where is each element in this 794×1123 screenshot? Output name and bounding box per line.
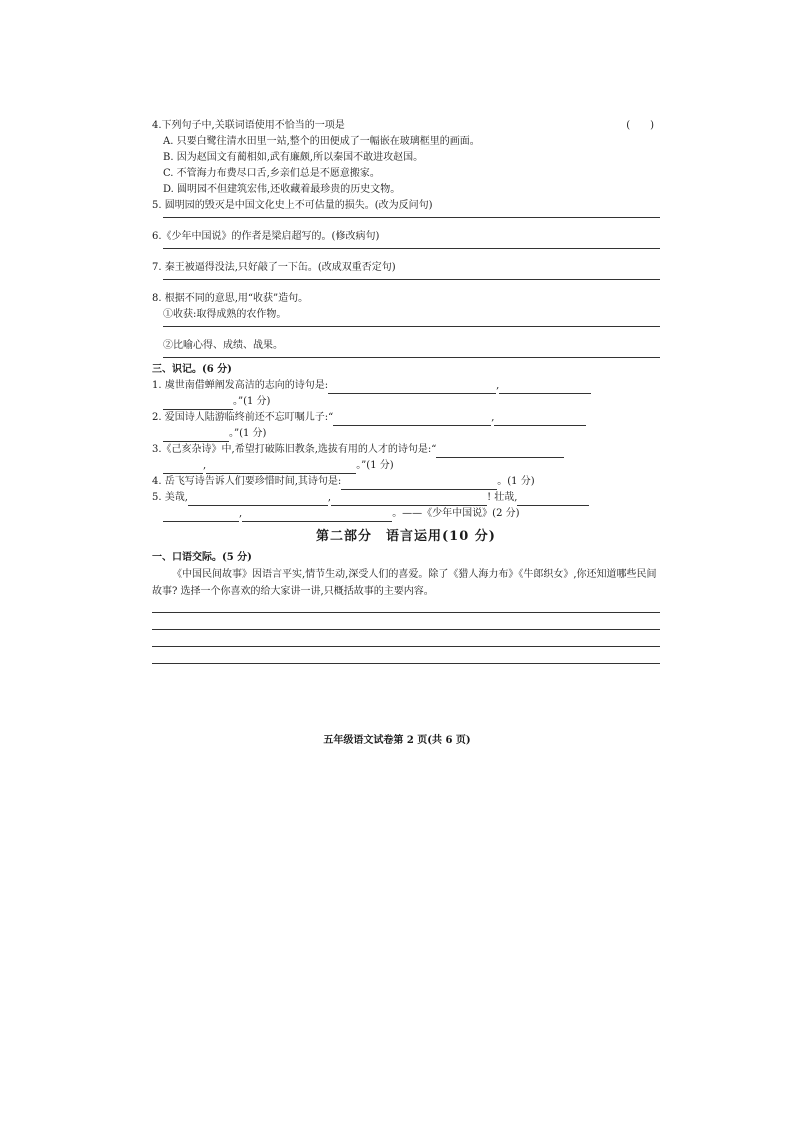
page-footer: 五年级语文试卷第 2 页(共 6 页) bbox=[323, 735, 471, 746]
s3-q3-blank-2[interactable] bbox=[163, 462, 203, 474]
q4-stem bbox=[152, 118, 660, 134]
s3-q1-end: 。”(1 分) bbox=[233, 396, 271, 407]
oral-prompt: 《中国民间故事》因语言平实,情节生动,深受人们的喜爱。除了《猎人海力布》《牛郎织女》,你还知道哪些民间故事? 选择一个你喜欢的给大家讲一讲,只概括故事的主要内容。 bbox=[152, 569, 657, 597]
s3-q5-line2: , 。——《少年中国说》(2 分) bbox=[152, 506, 660, 522]
q4-option-b: B. 因为赵国文有蔺相如,武有廉颇,所以秦国不敢进攻赵国。 bbox=[163, 152, 424, 163]
s3-q5-line1: 5. 美哉, , ! 壮哉, bbox=[152, 490, 660, 506]
s3-q2-text: 2. 爱国诗人陆游临终前还不忘叮嘱儿子:“ bbox=[152, 412, 334, 423]
q4-option-a: A. 只要白鹭往清水田里一站,整个的田便成了一幅嵌在玻璃框里的画面。 bbox=[163, 136, 480, 147]
q8-answer-line-2[interactable] bbox=[163, 357, 660, 358]
s3-q4-text: 4. 岳飞写诗告诉人们要珍惜时间,其诗句是: bbox=[152, 476, 342, 487]
s3-q3-blank-1[interactable] bbox=[436, 446, 564, 458]
s3-q2-line1 bbox=[152, 410, 660, 426]
exam-page bbox=[152, 118, 660, 680]
s3-q2-end: 。”(1 分) bbox=[229, 428, 267, 439]
s3-q1-line1 bbox=[152, 378, 660, 394]
s3-q1-blank-1[interactable] bbox=[328, 382, 496, 394]
q5-stem: 5. 圆明园的毁灭是中国文化史上不可估量的损失。(改为反问句) bbox=[152, 200, 433, 211]
s3-q3-text: 3.《己亥杂诗》中,希望打破陈旧教条,选拔有用的人才的诗句是:“ bbox=[152, 444, 437, 455]
writing-line-3[interactable] bbox=[152, 646, 660, 647]
comma: , bbox=[491, 412, 495, 423]
q7-stem: 7. 秦王被逼得没法,只好敲了一下缶。(改成双重否定句) bbox=[152, 262, 396, 273]
s3-q5-end: 。——《少年中国说》(2 分) bbox=[392, 508, 520, 519]
s3-q4-end: 。(1 分) bbox=[497, 476, 535, 487]
s3-q5-blank-1[interactable] bbox=[188, 494, 328, 506]
q6-stem: 6.《少年中国说》的作者是梁启超写的。(修改病句) bbox=[152, 231, 380, 242]
s3-q3-line2: , 。”(1 分) bbox=[152, 458, 660, 474]
s3-q1-blank-2[interactable] bbox=[499, 382, 591, 394]
writing-line-1[interactable] bbox=[152, 612, 660, 613]
writing-line-4[interactable] bbox=[152, 663, 660, 664]
s3-q1-blank-3[interactable] bbox=[163, 398, 233, 410]
q8-item-2: ②比喻心得、成绩、战果。 bbox=[163, 340, 283, 351]
s3-q2-blank-1[interactable] bbox=[333, 414, 491, 426]
s3-q3-blank-3[interactable] bbox=[206, 462, 356, 474]
s3-q5-text: 5. 美哉, bbox=[152, 492, 188, 503]
s3-q5-blank-4[interactable] bbox=[163, 510, 239, 522]
s3-q2-blank-2[interactable] bbox=[494, 414, 586, 426]
q4-option-c: C. 不管海力布费尽口舌,乡亲们总是不愿意搬家。 bbox=[163, 168, 380, 179]
s3-q2-blank-3[interactable] bbox=[163, 430, 229, 442]
q6-answer-line[interactable] bbox=[163, 248, 660, 249]
s3-q5-blank-5[interactable] bbox=[242, 510, 392, 522]
s3-q1-line2 bbox=[152, 394, 660, 410]
s3-q4-line bbox=[152, 474, 660, 490]
comma: , bbox=[496, 380, 500, 391]
answer-paren[interactable]: ( ) bbox=[626, 120, 654, 131]
q4-option-d: D. 圆明园不但建筑宏伟,还收藏着最珍贵的历史文物。 bbox=[163, 184, 401, 195]
writing-line-2[interactable] bbox=[152, 629, 660, 630]
s3-q2-line2 bbox=[152, 426, 660, 442]
q8-stem: 8. 根据不同的意思,用“收获”造句。 bbox=[152, 293, 309, 304]
s3-q3-end: 。”(1 分) bbox=[356, 460, 394, 471]
s3-q5-blank-2[interactable] bbox=[331, 494, 487, 506]
s3-q1-text: 1. 虞世南借蝉阐发高洁的志向的诗句是: bbox=[152, 380, 329, 391]
q4-stem-text: 4.下列句子中,关联词语使用不恰当的一项是 bbox=[152, 120, 345, 131]
q8-answer-line-1[interactable] bbox=[163, 326, 660, 327]
part2-section1-title: 一、口语交际。(5 分) bbox=[152, 552, 252, 563]
part2-title: 第二部分 语言运用(10 分) bbox=[316, 529, 496, 544]
s3-q5-blank-3[interactable] bbox=[517, 494, 589, 506]
s3-q5-mid: ! 壮哉, bbox=[487, 492, 518, 503]
q5-answer-line[interactable] bbox=[163, 217, 660, 218]
s3-q3-line1 bbox=[152, 442, 660, 458]
s3-q4-blank[interactable] bbox=[341, 478, 497, 490]
q8-item-1: ①收获:取得成熟的农作物。 bbox=[163, 309, 287, 320]
section3-title: 三、识记。(6 分) bbox=[152, 364, 232, 375]
q7-answer-line[interactable] bbox=[163, 279, 660, 280]
